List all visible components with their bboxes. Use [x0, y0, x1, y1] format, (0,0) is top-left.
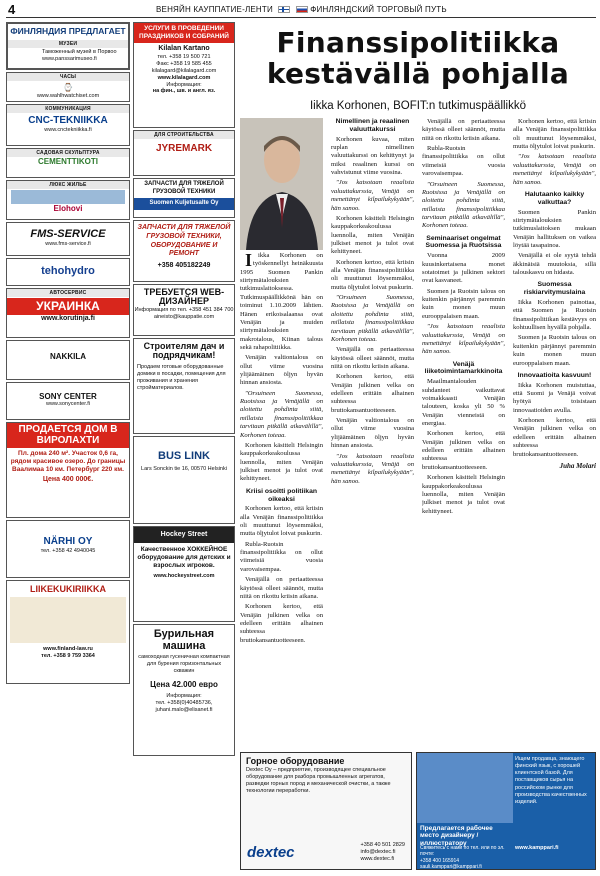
drill-email: juhani.malo@elisanet.fi [155, 706, 213, 713]
col2-para-6: Venäjällä on periaatteessa käytössä olleet säännöt, mutta niitä on rikottu kriisin aikana. [331, 346, 414, 370]
ad-designer-job[interactable] [416, 752, 596, 870]
drill-phone: тел. +358(0)40485736, [155, 699, 213, 706]
kilala-title: УСЛУГИ В ПРОВЕДЕНИИ ПРАЗДНИКОВ И СОБРАНИЙ [134, 23, 234, 43]
col1-subheading: Kriisi osoitti politiikan oikeaksi [246, 487, 317, 503]
dextec-url: www.dextec.fi [360, 855, 395, 862]
seller-text: Ищем продавца, знающего финский язык, с хорошей клиентской базой. Для поставщиков сырья на российском рынке для производства качественных изделий. [515, 756, 587, 805]
col1-para-2: Venäjän valtiontalous on ollut viime vuosina ylijäämäinen öljyn hyvän hinnan ansiosta. [240, 354, 323, 387]
hockey-logo: Hockey Street [134, 527, 234, 543]
col1-para-4: Korhonen käsitteli Helsingin kauppakorkeakoulussa luennolla, miten Venäjän julkiset menot ja tulot ovat kehittyneet. [240, 441, 323, 483]
ukrainka-logo: УКРАИНКА [7, 298, 129, 315]
seller-url: www.kamppari.fi [515, 845, 559, 851]
narhi-phone: тел. +358 42 4940045 [40, 547, 96, 554]
ad-clocks[interactable] [6, 72, 130, 102]
category-clocks: ЧАСЫ [7, 73, 129, 81]
ad-kilala[interactable] [133, 22, 235, 128]
col2-para-5: "Orsuineen Suomessa, Ruotsissa ja Venäjällä on aloitettu pohdinta siitä, millaista finanssipolitiikkaa tarvitaan pitkällä aikavälillä", Korhonen toteaa. [331, 294, 414, 343]
tehohydro-logo: tehohydro [41, 265, 95, 277]
col4-para-6: Suomen ja Ruotsin talous on kuitenkin pärjännyt paremmin kuin monen muun eurooppalaisen maan. [513, 334, 596, 367]
col3-para-7: Maailmantalouden suhdanteet vaikuttavat voimakkaasti Venäjän talouteen, koska yli 50 % Venäjän vienneistä on energiaa. [422, 378, 505, 428]
webdesigner-title: ТРЕБУЕТСЯ WEB-ДИЗАЙНЕР [143, 287, 225, 307]
article-column-1 [240, 118, 323, 746]
classifieds-column-middle [133, 22, 235, 870]
ad-drill[interactable] [133, 624, 235, 756]
ad-buslink[interactable] [133, 436, 235, 524]
category-lux: ЛЮКС ЖИЛЬЕ [7, 181, 129, 189]
col4-subheading-3: Innovaatioita kasvuun! [517, 371, 592, 379]
col2-subheading-1: Nimellinen ja reaalinen valuuttakurssi [335, 118, 410, 133]
running-header [6, 4, 596, 18]
museum-text: Таможенный музей в Порвоо [42, 49, 117, 56]
ad-jyremark[interactable] [133, 130, 235, 176]
hockey-text: Качественное ХОККЕЙНОЕ оборудование для детских и взрослых игроков. [137, 546, 231, 570]
kilala-info-label: Информация: [166, 81, 202, 88]
ad-fms[interactable] [6, 222, 130, 256]
headline-line-1: Finanssipolitiikka [276, 26, 560, 59]
kuljetus-logo: Suomen Kuljetusalte Oy [134, 198, 234, 210]
law-text-block [10, 597, 126, 643]
col4-para-7: Iikka Korhonen muistuttaa, että Suomi ja Venäjä voivat hyötyä toisistaan innovaatioiden avulla. [513, 381, 596, 414]
col3-para-4: Vuonna 2009 kuusinkertaisena monet sotatoimet ja julkinen sektori ovat kasvaneet. [422, 252, 505, 285]
kilala-email: kilalagard@kilalagard.com [151, 67, 217, 74]
col3-subheading-1: Seminaariset ongelmat Suomessa ja Ruotsissa [425, 234, 502, 250]
category-museums: МУЗЕИ [8, 40, 128, 48]
col2-para-3: Korhonen käsitteli Helsingin kauppakorkeakoulussa luennolla, miten Venäjän julkiset menot ja tulot ovat kehittyneet. [331, 214, 414, 256]
col4-para-8: Korhonen kertoo, että Venäjän julkinen velka on edelleen erittäin alhainen suhteessa bruttokansantuotteeseen. [513, 417, 596, 458]
category-auto: АВТОСЕРВИС [7, 289, 129, 297]
col3-para-6: "Jos katsotaan reaalista valuuttakurssia, Venäjä on menettänyt kilpailukykyään", hän sanoo. [422, 323, 505, 356]
main-article [240, 22, 596, 746]
ad-lux[interactable] [6, 180, 130, 220]
article-signature: Juha Molari [559, 461, 596, 470]
clocks-url: www.wahlhwatchiset.com [36, 93, 100, 100]
nakkila-logo: NAKKILA [50, 352, 86, 361]
col3-para-3: "Orsuineen Suomessa, Ruotsissa ja Venäjällä on aloitettu pohdinta siitä, millaista finanssipolitiikkaa tarvitaan pitkällä aikavälillä", Korhonen toteaa. [422, 180, 505, 230]
col4-para-5: Iikka Korhonen painottaa, että Suomen ja Ruotsin finanssipolitiikan kestävyys on kohtuullisen hyvällä pohjalla. [513, 299, 596, 332]
fms-logo: FMS-SERVICE [30, 228, 106, 240]
col1-para-7: Venäjällä on periaatteessa käytössä olleet säännöt, mutta niitä on rikottu kriisin aikana. [240, 576, 323, 600]
col2-para-1: Korhonen kuvaa, miten ruplan nimellinen valuuttakurssi on kehittynyt ja miksi reaalinen kurssi on vahvistunut viime vuosina. [331, 135, 414, 177]
designer-title: Предлагается рабочее место дизайнеру / иллюстратору [420, 825, 493, 847]
builders-text: Продаем готовые оборудованные домики в посадки, помещения для проживания и хранения стройматериалов. [137, 363, 226, 391]
designer-phone: +358 400 165914 [420, 857, 460, 864]
col3-para-2: Rubla-Ruotsin finanssipolitiikka on ollut viimeisiä vuosia varovaisempaa. [422, 145, 505, 178]
portrait-image [240, 118, 323, 250]
designer-photo [417, 753, 513, 823]
col1-para-8: Korhonen kertoo, että Venäjän julkinen velka on edelleen erittäin alhainen suhteessa bruttokansantuotteeseen. [240, 603, 323, 644]
ad-house-sale[interactable] [6, 422, 130, 518]
designer-email: sauli.kamppari@kamppari.fi [420, 863, 482, 870]
house-photo [11, 190, 125, 204]
page-number: 4 [8, 2, 16, 17]
dextec-email: info@dextec.fi [360, 848, 396, 855]
ad-finlandia-title: ФИНЛЯНДИЯ ПРЕДЛАГАЕТ [10, 26, 126, 36]
col4-subheading-2: Suomessa riskiarvitymuslaina [523, 281, 586, 297]
ad-garden[interactable] [6, 148, 130, 178]
kilala-fax: Факс +358 19 585 455 [156, 60, 212, 67]
col4-para-3: Suomen Pankin siirtymätalouksien tutkimuslaitoksen mukaan Venäjän hallituksen on vaikea löytää tasapainoa. [513, 208, 596, 249]
category-construction: ДЛЯ СТРОИТЕЛЬСТВА [134, 131, 234, 139]
running-head-ru: ВЕНЯЙН КАУППАТИЕ-ЛЕНТИ [156, 5, 273, 14]
category-garden: САДОВАЯ СКУЛЬПТУРА [7, 149, 129, 157]
ad-ukrainka[interactable] [6, 288, 130, 338]
article-columns [240, 118, 596, 746]
cnc-url: www.cnctekniikka.fi [44, 126, 92, 133]
designer-contacts [420, 845, 512, 870]
category-communication: КОММУНИКАЦИЯ [7, 105, 129, 113]
zapchasti2-title: ЗАПЧАСТИ ДЛЯ ТЯЖЕЛОЙ ГРУЗОВОЙ ТЕХНИКИ, ОБОРУДОВАНИЕ И РЕМОНТ [137, 224, 231, 258]
kuljetus-phone: +358 405182249 [157, 262, 211, 269]
finland-flag-icon [278, 6, 290, 13]
designer-text: Свяжитесь с нами по тел. или по эл. почте: [420, 845, 505, 858]
dextec-text: Dextec Oy – предприятие, производящее специальное оборудование для разбора промышленных агрегатов, разведки горных пород и механической очистки, а также технологии переработки. [246, 767, 391, 794]
elohovi-logo: Elohovi [53, 204, 83, 214]
col1-para-3: "Orsuineen Suomessa, Ruotsissa ja Venäjällä on aloitettu pohdinta siitä, millaista finanssipolitiikkaa tarvitaan pitkällä aikavälillä", Korhonen toteaa. [240, 389, 323, 439]
museum-url: www.panssarimuseo.fi [42, 56, 97, 63]
drill-title: Бурильная машина [153, 628, 215, 652]
narhi-logo: NÄRHI OY [43, 536, 93, 547]
article-column-2 [331, 118, 414, 746]
col4-para-4: Venäjällä ei ole syytä tehdä äkkinäisiä muutoksia, sillä talouskasvu on hidasta. [513, 252, 596, 277]
drill-info: Информация: [166, 693, 202, 700]
house-sale-title: ПРОДАЕТСЯ ДОМ В ВИРОЛАХТИ [7, 423, 129, 448]
col4-para-1: Korhonen kertoo, että kriisin alla Venäjän finanssipolitiikka oli muuttunut löysemmäksi, mutta öljytulot loivat puskurin. [513, 118, 596, 151]
builders-title: Строителям дач и подрядчикам! [143, 341, 225, 361]
article-headline [240, 28, 596, 90]
cement-logo: CEMENTTIKOTI [38, 157, 98, 167]
ad-zapchasti-2[interactable] [133, 220, 235, 282]
webdesigner-email: aineisto@kauppatie.com [153, 313, 215, 320]
col4-para-2: "Jos katsotaan reaalista valuuttakurssia, Venäjä on menettänyt kilpailukykyään", hän sanoo. [513, 153, 596, 186]
col2-para-7: Korhonen kertoo, että Venäjän julkinen velka on edelleen erittäin alhainen suhteessa bruttokansantuotteeseen. [331, 373, 414, 414]
dextec-contacts [360, 842, 405, 863]
headline-line-2: kestävällä pohjalla [266, 56, 570, 90]
col1-para-6: Rubla-Ruotsin finanssipolitiikka on ollut viimeisiä vuosia varovaisempaa. [240, 540, 323, 573]
col2-para-9: "Jos katsotaan reaalista valuuttakurssia, Venäjä on menettänyt kilpailukykyään", hän sanoo. [331, 452, 414, 485]
law-phone: тел. +358 9 759 3364 [41, 653, 95, 660]
article-column-4 [513, 118, 596, 746]
author-photo [240, 118, 323, 250]
clock-icon: ⌚ [63, 83, 73, 93]
ad-narhi[interactable] [6, 520, 130, 578]
col1-para-5: Korhonen kertoo, että kriisin alla Venäjän finanssipolitiikka oli muuttunut löysemmäksi, mutta öljytulot loivat puskurin. [240, 505, 323, 538]
buslink-logo: BUS LINK [158, 450, 210, 462]
kilala-phone: тел. +358 19 500 721 [157, 54, 211, 60]
col2-para-2: "Jos katsotaan reaalista valuuttakurssia, Venäjä on menettänyt kilpailukykyään", hän sanoo. [331, 179, 414, 212]
house-sale-price: Цена 400 000€. [42, 476, 94, 484]
col2-para-8: Venäjän valtiontalous on ollut viime vuosina ylijäämäinen öljyn hyvän hinnan ansiosta. [331, 417, 414, 450]
col3-subheading-2: Venäjä liiketoimintamarkkinoita [424, 360, 503, 376]
ad-law[interactable] [6, 580, 130, 684]
law-url: www.finland-law.ru [43, 646, 93, 653]
classifieds-column-left [6, 22, 130, 870]
jyremark-logo: JYREMARK [155, 143, 213, 155]
webdesigner-text: Информация по тел. +358 451 384 700 [134, 306, 234, 313]
cnc-logo: CNC-TEKNIIKKA [28, 115, 108, 127]
col4-subheading-1: Halutaanko kaikky valkuttaa? [524, 190, 585, 206]
ad-webdesigner[interactable] [133, 284, 235, 336]
kilala-url: www.kilalagard.com [157, 74, 211, 81]
ad-tehohydro[interactable] [6, 258, 130, 286]
article-column-3 [422, 118, 505, 746]
col1-para-1: Iikka Korhonen on työskennellyt heinäkuusta 1995 Suomen Pankin siirtymätalouksien tutkimuslaitoksessa. Tutkimuspäällikkönä hän on toiminut 1.10.2009 lähtien. Hänen erikoisalaansa ovat Venäjän ja muiden siirtymätalouksien makrotalous, Kiinan talous sekä rahapolitiikka. [240, 250, 323, 351]
ad-builders[interactable] [133, 338, 235, 434]
ad-sony[interactable] [6, 382, 130, 420]
law-logo: LIIKEKUKIRIIKKA [30, 584, 106, 594]
buslink-address: Lars Sonckin tie 16, 00570 Helsinki [141, 465, 227, 472]
drill-text: самоходная гусеничная компактная для бурения горизонтальных скважин [138, 654, 230, 674]
sony-logo: SONY CENTER [39, 392, 97, 401]
hockey-url: www.hockeystreet.com [153, 573, 215, 580]
dextec-logo: dextec [247, 844, 295, 861]
drill-price: Цена 42.000 евро [150, 679, 218, 689]
ad-nakkila[interactable] [6, 340, 130, 380]
ad-finlandia[interactable] [6, 22, 130, 70]
dextec-title: Горное оборудование [246, 756, 345, 766]
col3-para-9: Korhonen käsitteli Helsingin kauppakorkeakoulussa luennolla, miten Venäjän julkiset menot ja tulot ovat kehittyneet. [422, 474, 505, 515]
ukrainka-url: www.korutinja.fi [41, 314, 95, 322]
ad-zapchasti[interactable] [133, 178, 235, 218]
running-head-fi: ФИНЛЯНДСКИЙ ТОРГОВЫЙ ПУТЬ [310, 5, 447, 14]
col3-para-5: Suomen ja Ruotsin talous on kuitenkin pärjännyt paremmin kuin monen muun eurooppalaisen maan. [422, 287, 505, 320]
sony-url: www.sonycenter.fi [45, 401, 91, 408]
col3-para-8: Korhonen kertoo, että Venäjän julkinen velka on edelleen erittäin alhainen suhteessa bruttokansantuotteeseen. [422, 430, 505, 471]
fms-url: www.fms-service.fi [45, 240, 91, 247]
ad-hockey[interactable] [133, 526, 235, 622]
kilala-name: Kilalan Kartano [158, 45, 210, 53]
ad-dextec[interactable] [240, 752, 412, 870]
dextec-phone: +358 40 501 2829 [360, 841, 405, 848]
running-head [156, 5, 447, 14]
house-sale-text: Пл. дома 240 м². Участок 0,6 га, рядом красивое озеро. До границы Ваалимаа 10 км. Петербург 220 км. [10, 450, 126, 474]
zapchasti-title: ЗАПЧАСТИ ДЛЯ ТЯЖЕЛОЙ ГРУЗОВОЙ ТЕХНИКИ [144, 181, 224, 195]
article-byline: Iikka Korhonen, BOFIT:n tutkimuspäällikkö [309, 100, 527, 112]
ad-cnc[interactable] [6, 104, 130, 146]
russia-flag-icon [296, 6, 308, 13]
col2-para-4: Korhonen kertoo, että kriisin alla Venäjän finanssipolitiikka oli muuttunut löysemmäksi, mutta öljytulot loivat puskurin. [331, 258, 414, 291]
kilala-languages: на фин., шв. и англ. яз. [152, 88, 216, 95]
col3-para-1: Venäjällä on periaatteessa käytössä olleet säännöt, mutta niitä on rikottu kriisin aikana. [422, 118, 505, 142]
